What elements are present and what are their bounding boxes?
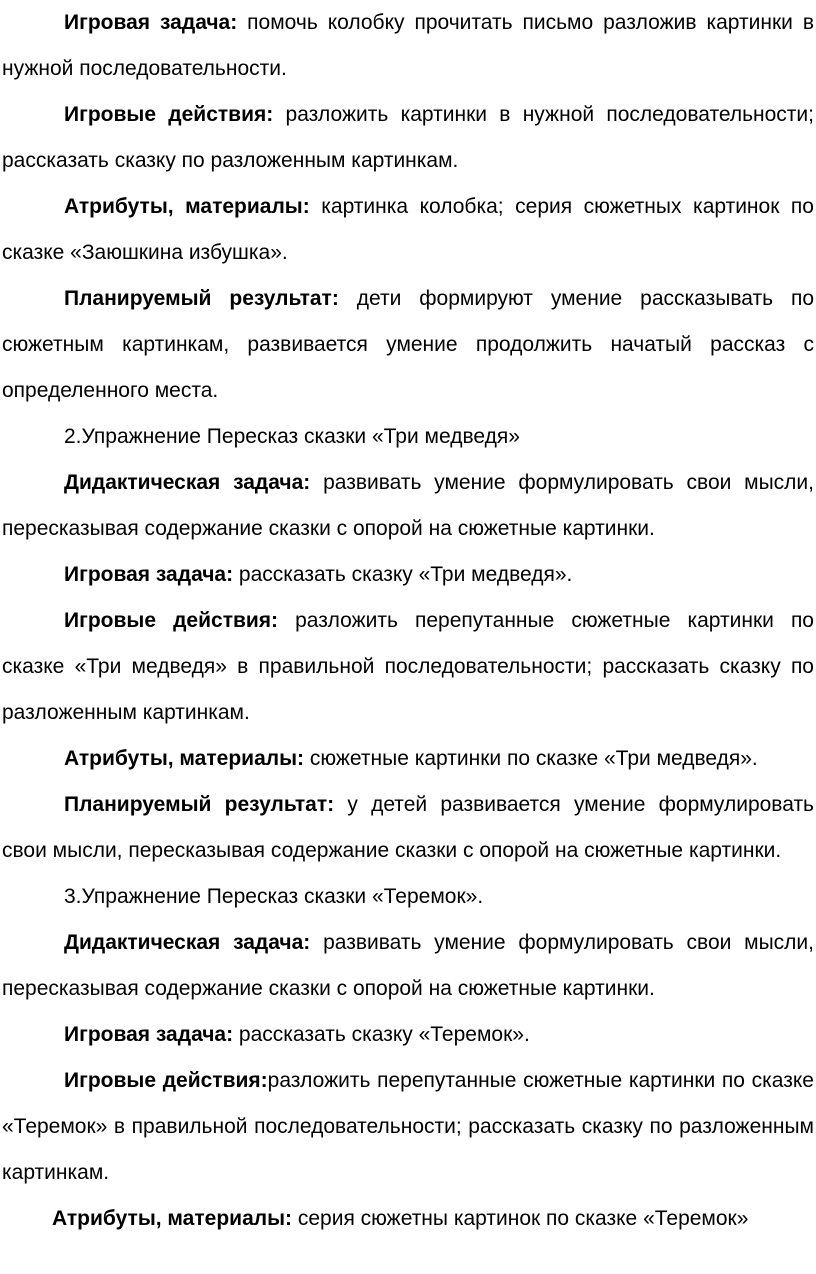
paragraph-game-task-1 [2, 0, 814, 92]
paragraph-label: Дидактическая задача: [64, 931, 311, 954]
paragraph-attributes-3 [2, 1196, 814, 1242]
paragraph-label: Игровая задача: [64, 563, 234, 586]
paragraph-attributes-2 [2, 736, 814, 782]
paragraph-text: сюжетные картинки по сказке «Три медведя». [304, 747, 758, 770]
paragraph-text: разложить картинки в нужной последовательности; рассказать сказку по разложенным картинкам. [2, 103, 814, 172]
paragraph-label: Игровая задача: [64, 1023, 234, 1046]
paragraph-label: Дидактическая задача: [64, 471, 311, 494]
paragraph-label: Игровая задача: [64, 11, 238, 34]
paragraph-didactic-task-3 [2, 920, 814, 1012]
paragraph-label: Игровые действия: [64, 103, 274, 126]
paragraph-text: разложить перепутанные сюжетные картинки по сказке «Три медведя» в правильной последовательности; рассказать сказку по разложенным картинкам. [2, 609, 814, 724]
paragraph-result-2 [2, 782, 814, 874]
exercise-heading-2: 2.Упражнение Пересказ сказки «Три медведя» [64, 425, 520, 448]
paragraph-text: рассказать сказку «Теремок». [233, 1023, 530, 1046]
paragraph-text: дети формируют умение рассказывать по сюжетным картинкам, развивается умение продолжить начатый рассказ с определенного места. [2, 287, 814, 402]
paragraph-text: развивать умение формулировать свои мысли, пересказывая содержание сказки с опорой на сюжетные картинки. [2, 931, 814, 1000]
paragraph-text: разложить перепутанные сюжетные картинки по сказке «Теремок» в правильной последовательности; рассказать сказку по разложенным картинкам. [2, 1069, 814, 1184]
paragraph-result-1 [2, 276, 814, 414]
paragraph-game-task-2 [2, 552, 814, 598]
paragraph-game-actions-3 [2, 1058, 814, 1196]
paragraph-attributes-1 [2, 184, 814, 276]
paragraph-label: Атрибуты, материалы: [64, 195, 310, 218]
paragraph-text: картинка колобка; серия сюжетных картинок по сказке «Заюшкина избушка». [2, 195, 814, 264]
paragraph-game-task-3 [2, 1012, 814, 1058]
paragraph-text: помочь колобку прочитать письмо разложив картинки в нужной последовательности. [2, 11, 814, 80]
exercise-heading-3: 3.Упражнение Пересказ сказки «Теремок». [64, 885, 484, 908]
paragraph-game-actions-1 [2, 92, 814, 184]
paragraph-text: развивать умение формулировать свои мысли, пересказывая содержание сказки с опорой на сюжетные картинки. [2, 471, 814, 540]
paragraph-label: Планируемый результат: [64, 793, 335, 816]
paragraph-game-actions-2 [2, 598, 814, 736]
paragraph-label: Игровые действия: [64, 1069, 268, 1092]
paragraph-text: серия сюжетны картинок по сказке «Теремок» [292, 1207, 749, 1230]
paragraph-label: Атрибуты, материалы: [64, 747, 305, 770]
paragraph-text: рассказать сказку «Три медведя». [233, 563, 573, 586]
paragraph-label: Планируемый результат: [64, 287, 339, 310]
paragraph-label: Атрибуты, материалы: [52, 1207, 293, 1230]
paragraph-label: Игровые действия: [64, 609, 279, 632]
paragraph-didactic-task-2 [2, 460, 814, 552]
paragraph-text: у детей развивается умение формулировать свои мысли, пересказывая содержание сказки с опорой на сюжетные картинки. [2, 793, 815, 862]
